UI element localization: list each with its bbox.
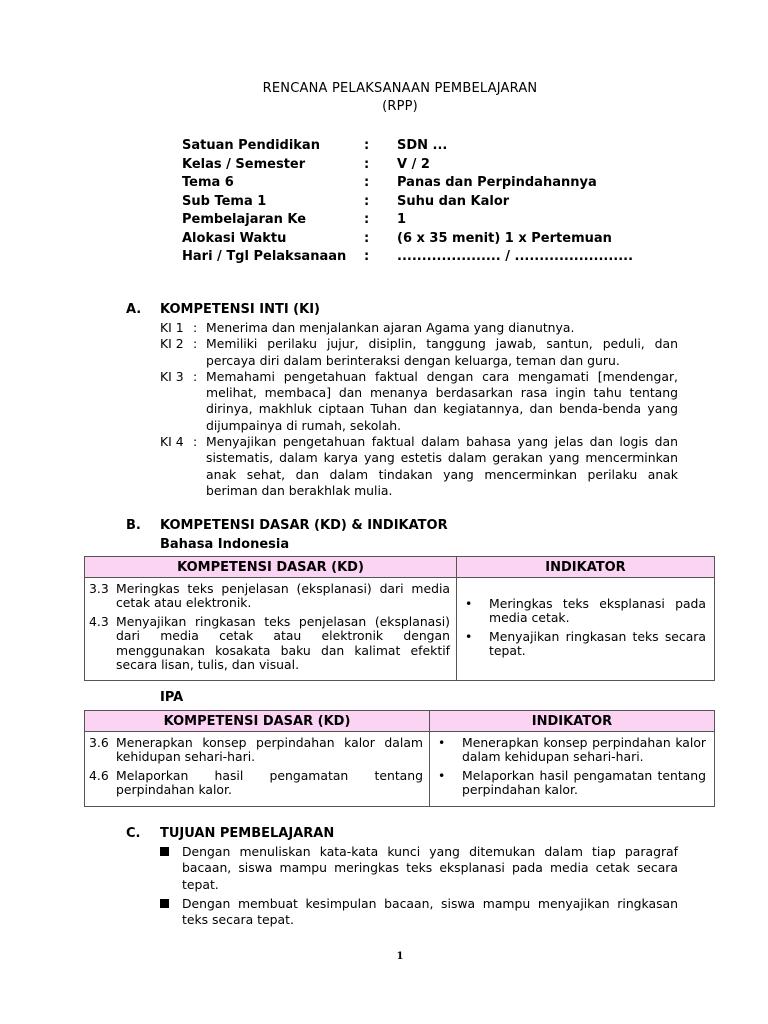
section-letter: B. (126, 518, 141, 533)
ki-item (160, 320, 678, 336)
document-subtitle: (RPP) (382, 99, 418, 114)
list-item (160, 896, 678, 929)
ki-text: Menyajikan pengetahuan faktual dalam bahasa yang jelas dan logis dan sistematis, dalam karya yang estetis dalam gerakan yang mencerminkan anak sehat, dan dalam tindakan yang mencerminkan perilaku anak beriman dan berakhlak mulia. (206, 434, 678, 498)
list-item (160, 844, 678, 893)
info-label: Kelas / Semester (182, 156, 306, 172)
ki-text: Memahami pengetahuan faktual dengan cara mengamati [mendengar, melihat, membaca] dan menanya berdasarkan rasa ingin tahu tentang dirinya, makhluk ciptaan Tuhan dan kegiatannya, dan benda-benda yang dijumpainya di rumah, sekolah. (206, 368, 678, 433)
kd-header: KOMPETENSI DASAR (KD) (85, 557, 457, 578)
info-colon: : (364, 193, 370, 209)
info-value: 1 (397, 212, 407, 227)
kd-text: Menerapkan konsep perpindahan kalor dalam kehidupan sehari-hari. (116, 735, 423, 765)
ki-list (160, 320, 678, 499)
ki-text: Memiliki perilaku jujur, disiplin, tanggung jawab, santun, peduli, dan percaya diri dalam berinteraksi dengan keluarga, teman dan guru. (206, 336, 678, 368)
info-colon: : (364, 156, 370, 172)
table-row (85, 578, 715, 681)
subject-ipa: IPA (160, 690, 184, 705)
indikator-header: INDIKATOR (457, 557, 715, 578)
square-bullet-icon (160, 847, 169, 856)
kd-item (89, 582, 450, 611)
bullet-icon: • (438, 767, 446, 783)
kd-number: 4.3 (89, 613, 109, 629)
ki-number: KI 4 (160, 434, 184, 450)
tujuan-text: Dengan membuat kesimpulan bacaan, siswa mampu menyajikan ringkasan teks secara tepat. (182, 895, 678, 928)
indikator-text: Meringkas teks eksplanasi pada media cetak. (489, 596, 706, 626)
info-value: (6 x 35 menit) 1 x Pertemuan (397, 230, 612, 246)
ki-number: KI 3 (160, 368, 184, 384)
kd-item (89, 615, 450, 673)
info-label: Pembelajaran Ke (182, 212, 307, 227)
info-value: Suhu dan Kalor (397, 193, 510, 209)
kd-cell (85, 578, 457, 681)
ki-item (160, 336, 678, 369)
ki-item (160, 434, 678, 499)
info-colon: : (364, 212, 370, 227)
ki-text: Menerima dan menjalankan ajaran Agama yang dianutnya. (206, 320, 575, 335)
ki-separator: : (193, 368, 198, 384)
section-letter: C. (126, 826, 141, 841)
kd-header: KOMPETENSI DASAR (KD) (85, 711, 430, 732)
bullet-icon: • (438, 735, 446, 750)
indikator-cell (457, 578, 715, 681)
indikator-item (461, 597, 706, 626)
subject-bahasa-indonesia: Bahasa Indonesia (160, 537, 290, 552)
bullet-icon: • (465, 596, 473, 611)
info-label: Alokasi Waktu (182, 230, 287, 246)
kd-item (89, 736, 423, 765)
kd-number: 3.3 (89, 581, 109, 596)
page-number: 1 (396, 951, 404, 962)
ki-separator: : (193, 434, 198, 450)
square-bullet-icon (160, 899, 169, 908)
tujuan-text: Dengan menuliskan kata-kata kunci yang ditemukan dalam tiap paragraf bacaan, siswa mampu meringkas teks eksplanasi pada media cetak secara tepat. (182, 844, 678, 892)
indikator-item (434, 736, 706, 765)
ki-separator: : (193, 320, 198, 335)
kd-table-bahasa (84, 556, 715, 681)
info-label: Sub Tema 1 (182, 193, 267, 209)
ki-item (160, 369, 678, 434)
indikator-item (461, 630, 706, 659)
ki-number: KI 2 (160, 336, 184, 352)
kd-item (89, 769, 423, 798)
ki-number: KI 1 (160, 320, 184, 335)
table-row (85, 732, 715, 807)
indikator-cell (430, 732, 715, 807)
kd-text: Menyajikan ringkasan teks penjelasan (eksplanasi) dari media cetak atau elektronik dengan menggunakan kosakata baku dan kalimat efektif secara lisan, tulis, dan visual. (116, 613, 450, 673)
indikator-item (434, 769, 706, 798)
info-label: Tema 6 (182, 175, 234, 190)
indikator-text: Menyajikan ringkasan teks secara tepat. (489, 628, 706, 659)
indikator-text: Melaporkan hasil pengamatan tentang perpindahan kalor. (462, 767, 706, 798)
kd-number: 3.6 (89, 735, 109, 750)
indikator-header: INDIKATOR (430, 711, 715, 732)
tujuan-list (160, 844, 678, 931)
info-label: Satuan Pendidikan (182, 138, 320, 153)
kd-text: Meringkas teks penjelasan (eksplanasi) dari media cetak atau elektronik. (116, 581, 450, 611)
info-label: Hari / Tgl Pelaksanaan (182, 249, 347, 264)
section-title: KOMPETENSI INTI (KI) (160, 302, 320, 317)
kd-text: Melaporkan hasil pengamatan tentang perpindahan kalor. (116, 767, 423, 798)
info-colon: : (364, 230, 370, 246)
info-value: Panas dan Perpindahannya (397, 175, 597, 190)
section-title: TUJUAN PEMBELAJARAN (160, 826, 335, 841)
bullet-icon: • (465, 628, 473, 644)
kd-table-ipa (84, 710, 715, 807)
info-colon: : (364, 138, 370, 153)
kd-cell (85, 732, 430, 807)
kd-number: 4.6 (89, 767, 109, 783)
ki-separator: : (193, 336, 198, 352)
info-colon: : (364, 175, 370, 190)
info-value: SDN ... (397, 138, 448, 153)
info-colon: : (364, 249, 370, 264)
section-title: KOMPETENSI DASAR (KD) & INDIKATOR (160, 518, 448, 533)
info-value: V / 2 (397, 156, 430, 172)
info-value: ..................... / ........................ (397, 249, 634, 264)
document-title: RENCANA PELAKSANAAN PEMBELAJARAN (262, 81, 538, 96)
section-letter: A. (126, 302, 142, 317)
indikator-text: Menerapkan konsep perpindahan kalor dalam kehidupan sehari-hari. (462, 735, 706, 765)
